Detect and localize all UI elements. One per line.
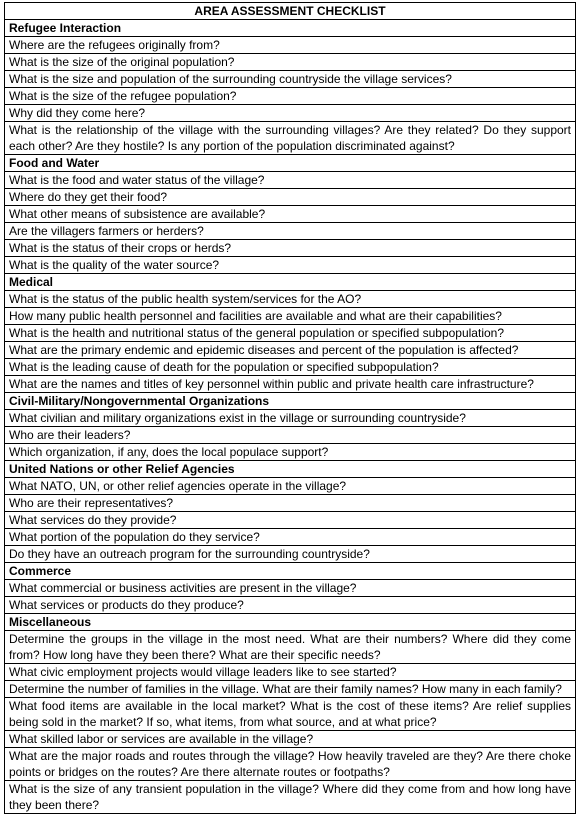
checklist-question: What is the status of the public health system/services for the AO?	[5, 291, 576, 308]
checklist-title: AREA ASSESSMENT CHECKLIST	[5, 3, 576, 20]
checklist-question: What services or products do they produce?	[5, 597, 576, 614]
checklist-question: What are the primary endemic and epidemic diseases and percent of the population is affected?	[5, 342, 576, 359]
section-header-row	[5, 563, 576, 580]
checklist-question: What civic employment projects would village leaders like to see started?	[5, 664, 576, 681]
checklist-question: What skilled labor or services are available in the village?	[5, 731, 576, 748]
checklist-question: Where are the refugees originally from?	[5, 37, 576, 54]
checklist-question: What food items are available in the local market? What is the cost of these items? Are relief supplies being sold in the market? If so, what items, from what source, and at what price?	[5, 698, 576, 731]
checklist-question: What NATO, UN, or other relief agencies operate in the village?	[5, 478, 576, 495]
checklist-row	[5, 105, 576, 122]
section-header-row	[5, 461, 576, 478]
section-heading: United Nations or other Relief Agencies	[5, 461, 576, 478]
section-heading: Food and Water	[5, 155, 576, 172]
checklist-question: What is the quality of the water source?	[5, 257, 576, 274]
checklist-question: What civilian and military organizations exist in the village or surrounding countryside?	[5, 410, 576, 427]
checklist-question: What is the relationship of the village with the surrounding villages? Are they related? Do they support each other? Are they hostile? Is any portion of the population discriminated against?	[5, 122, 576, 155]
checklist-row	[5, 376, 576, 393]
checklist-row	[5, 546, 576, 563]
checklist-question: Who are their representatives?	[5, 495, 576, 512]
section-heading: Medical	[5, 274, 576, 291]
checklist-row	[5, 206, 576, 223]
checklist-question: Determine the groups in the village in the most need. What are their numbers? Where did they come from? How long have they been there? What are their specific needs?	[5, 631, 576, 664]
checklist-row	[5, 698, 576, 731]
checklist-row	[5, 342, 576, 359]
checklist-row	[5, 410, 576, 427]
checklist-row	[5, 781, 576, 814]
checklist-row	[5, 681, 576, 698]
checklist-row	[5, 631, 576, 664]
checklist-question: What are the names and titles of key personnel within public and private health care infrastructure?	[5, 376, 576, 393]
checklist-question: Where do they get their food?	[5, 189, 576, 206]
checklist-question: What is the size of any transient population in the village? Where did they come from and how long have they been there?	[5, 781, 576, 814]
section-heading: Refugee Interaction	[5, 20, 576, 37]
checklist-question: What other means of subsistence are available?	[5, 206, 576, 223]
checklist-row	[5, 257, 576, 274]
checklist-row	[5, 37, 576, 54]
checklist-row	[5, 359, 576, 376]
section-heading: Civil-Military/Nongovernmental Organizations	[5, 393, 576, 410]
checklist-question: Determine the number of families in the village. What are their family names? How many in each family?	[5, 681, 576, 698]
checklist-question: What is the status of their crops or herds?	[5, 240, 576, 257]
checklist-row	[5, 580, 576, 597]
section-header-row	[5, 274, 576, 291]
section-heading: Commerce	[5, 563, 576, 580]
section-header-row	[5, 20, 576, 37]
checklist-row	[5, 512, 576, 529]
checklist-row	[5, 495, 576, 512]
checklist-row	[5, 223, 576, 240]
section-header-row	[5, 155, 576, 172]
checklist-row	[5, 597, 576, 614]
checklist-question: What is the food and water status of the village?	[5, 172, 576, 189]
checklist-question: What are the major roads and routes through the village? How heavily traveled are they? Are there choke points or bridges on the routes? Are there alternate routes or footpaths?	[5, 748, 576, 781]
checklist-row	[5, 308, 576, 325]
checklist-row	[5, 748, 576, 781]
checklist-question: What is the size and population of the surrounding countryside the village services?	[5, 71, 576, 88]
checklist-row	[5, 325, 576, 342]
checklist-question: Are the villagers farmers or herders?	[5, 223, 576, 240]
checklist-row	[5, 88, 576, 105]
checklist-row	[5, 529, 576, 546]
section-header-row	[5, 393, 576, 410]
checklist-row	[5, 122, 576, 155]
checklist-question: What portion of the population do they service?	[5, 529, 576, 546]
area-assessment-checklist-table	[4, 2, 576, 814]
checklist-question: What commercial or business activities are present in the village?	[5, 580, 576, 597]
checklist-row	[5, 172, 576, 189]
checklist-row	[5, 478, 576, 495]
checklist-row	[5, 427, 576, 444]
section-header-row	[5, 614, 576, 631]
checklist-question: Who are their leaders?	[5, 427, 576, 444]
checklist-question: What is the size of the refugee population?	[5, 88, 576, 105]
checklist-row	[5, 664, 576, 681]
checklist-row	[5, 71, 576, 88]
section-heading: Miscellaneous	[5, 614, 576, 631]
checklist-question: Do they have an outreach program for the surrounding countryside?	[5, 546, 576, 563]
checklist-question: What is the size of the original population?	[5, 54, 576, 71]
checklist-row	[5, 291, 576, 308]
checklist-row	[5, 189, 576, 206]
checklist-row	[5, 444, 576, 461]
checklist-question: Which organization, if any, does the local populace support?	[5, 444, 576, 461]
checklist-body	[5, 3, 576, 814]
checklist-row	[5, 54, 576, 71]
checklist-question: What is the health and nutritional status of the general population or specified subpopulation?	[5, 325, 576, 342]
checklist-row	[5, 240, 576, 257]
checklist-question: Why did they come here?	[5, 105, 576, 122]
checklist-question: What services do they provide?	[5, 512, 576, 529]
checklist-row	[5, 731, 576, 748]
title-row	[5, 3, 576, 20]
checklist-question: What is the leading cause of death for the population or specified subpopulation?	[5, 359, 576, 376]
checklist-question: How many public health personnel and facilities are available and what are their capabilities?	[5, 308, 576, 325]
